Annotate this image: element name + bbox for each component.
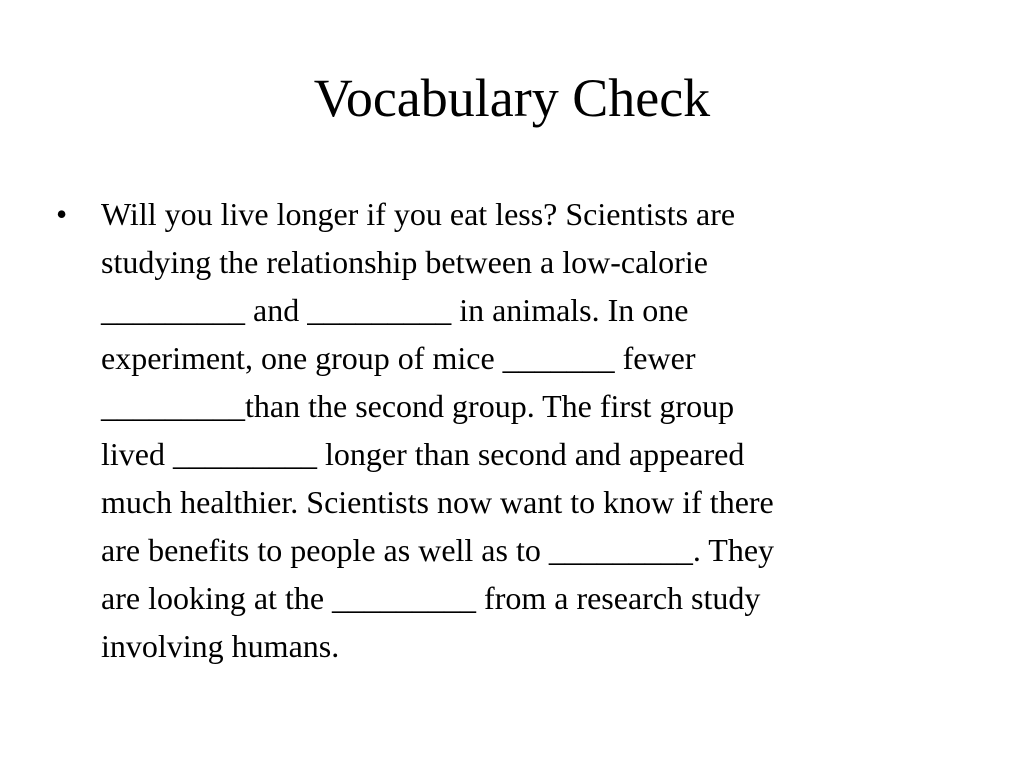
slide-body	[56, 190, 956, 670]
paragraph-line: lived _________ longer than second and appeared	[101, 436, 745, 472]
paragraph-line: experiment, one group of mice _______ fewer	[101, 340, 696, 376]
paragraph-line: much healthier. Scientists now want to know if there	[101, 484, 774, 520]
paragraph-line: are benefits to people as well as to _________. They	[101, 532, 775, 568]
paragraph-line: _________than the second group. The first group	[101, 388, 735, 424]
paragraph-line: involving humans.	[101, 628, 340, 664]
paragraph-line: studying the relationship between a low-calorie	[101, 244, 708, 280]
paragraph-line: _________ and _________ in animals. In one	[101, 292, 689, 328]
bullet-icon: •	[56, 196, 68, 232]
paragraph-line: are looking at the _________ from a research study	[101, 580, 761, 616]
paragraph-line: Will you live longer if you eat less? Scientists are	[101, 196, 736, 232]
bullet-paragraph	[56, 190, 956, 670]
slide-title: Vocabulary Check	[313, 68, 711, 128]
